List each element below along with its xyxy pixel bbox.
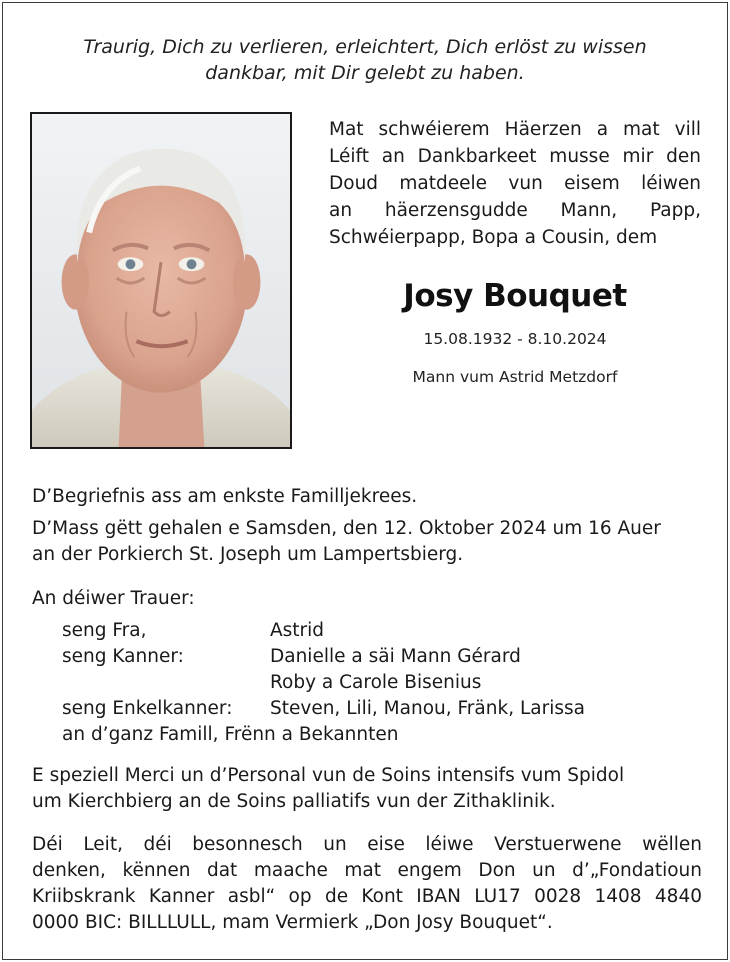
- mourner-names: Steven, Lili, Manou, Fränk, Larissa: [270, 698, 585, 719]
- donation-line: denken, kënnen dat maache mat engem Don un d’„Fondatioun: [32, 860, 702, 881]
- donation-paragraph: [32, 832, 702, 936]
- mourner-relation: seng Fra,: [62, 620, 147, 641]
- portrait-photo: [30, 112, 292, 449]
- mass-announcement: [32, 516, 702, 568]
- donation-line: Kriibskrank Kanner asbl“ op de Kont IBAN LU17 0028 1408 4840: [32, 886, 702, 907]
- burial-note: D’Begriefnis ass am enkste Familljekrees.: [32, 486, 418, 507]
- donation-line: Déi Leit, déi besonnesch un eise léiwe Verstuerwene wëllen: [32, 834, 702, 855]
- intro-line: Léift an Dankbarkeet musse mir den: [329, 146, 701, 167]
- mourner-relation: [62, 670, 270, 696]
- mourner-row: [62, 696, 702, 722]
- deceased-name: Josy Bouquet: [403, 278, 627, 314]
- mourner-relation: seng Enkelkanner:: [62, 698, 233, 719]
- thanks-paragraph: [32, 763, 702, 815]
- mourner-names: Astrid: [270, 620, 325, 641]
- intro-line: Mat schwéierem Häerzen a mat vill: [329, 119, 701, 140]
- portrait-image: [32, 114, 290, 447]
- mourner-relation: an d’ganz Famill, Frënn a Bekannten: [62, 724, 399, 745]
- intro-line: an häerzensgudde Mann, Papp,: [329, 200, 701, 221]
- mourner-row: [62, 644, 702, 670]
- mourner-row: [62, 618, 702, 644]
- intro-line: Doud matdeele vun eisem léiwen: [329, 173, 701, 194]
- mass-line-1: D’Mass gëtt gehalen e Samsden, den 12. Oktober 2024 um 16 Auer: [32, 518, 661, 539]
- mourner-names: Danielle a säi Mann Gérard: [270, 646, 521, 667]
- motto-line-1: Traurig, Dich zu verlieren, erleichtert, Dich erlöst zu wissen: [83, 36, 647, 58]
- mourner-row: [62, 670, 702, 696]
- mourners-list: [62, 618, 702, 748]
- mourner-relation: seng Kanner:: [62, 646, 184, 667]
- motto-quote: [0, 34, 730, 86]
- mass-line-2: an der Porkierch St. Joseph um Lampertsbierg.: [32, 544, 464, 565]
- motto-line-2: dankbar, mit Dir gelebt zu haben.: [205, 62, 525, 84]
- donation-line: 0000 BIC: BILLLULL, mam Vermierk „Don Josy Bouquet“.: [32, 912, 553, 933]
- intro-line: Schwéierpapp, Bopa a Cousin, dem: [329, 227, 658, 248]
- mourner-names: Roby a Carole Bisenius: [270, 672, 482, 693]
- thanks-line-2: um Kierchbierg an de Soins palliatifs vun der Zithaklinik.: [32, 791, 556, 812]
- intro-paragraph: [329, 116, 701, 251]
- mourner-row: [62, 722, 702, 748]
- thanks-line-1: E speziell Merci un d’Personal vun de Soins intensifs vum Spidol: [32, 765, 625, 786]
- spouse-line: Mann vum Astrid Metzdorf: [412, 368, 618, 386]
- life-dates: 15.08.1932 - 8.10.2024: [423, 330, 607, 348]
- mourners-heading: An déiwer Trauer:: [32, 588, 195, 609]
